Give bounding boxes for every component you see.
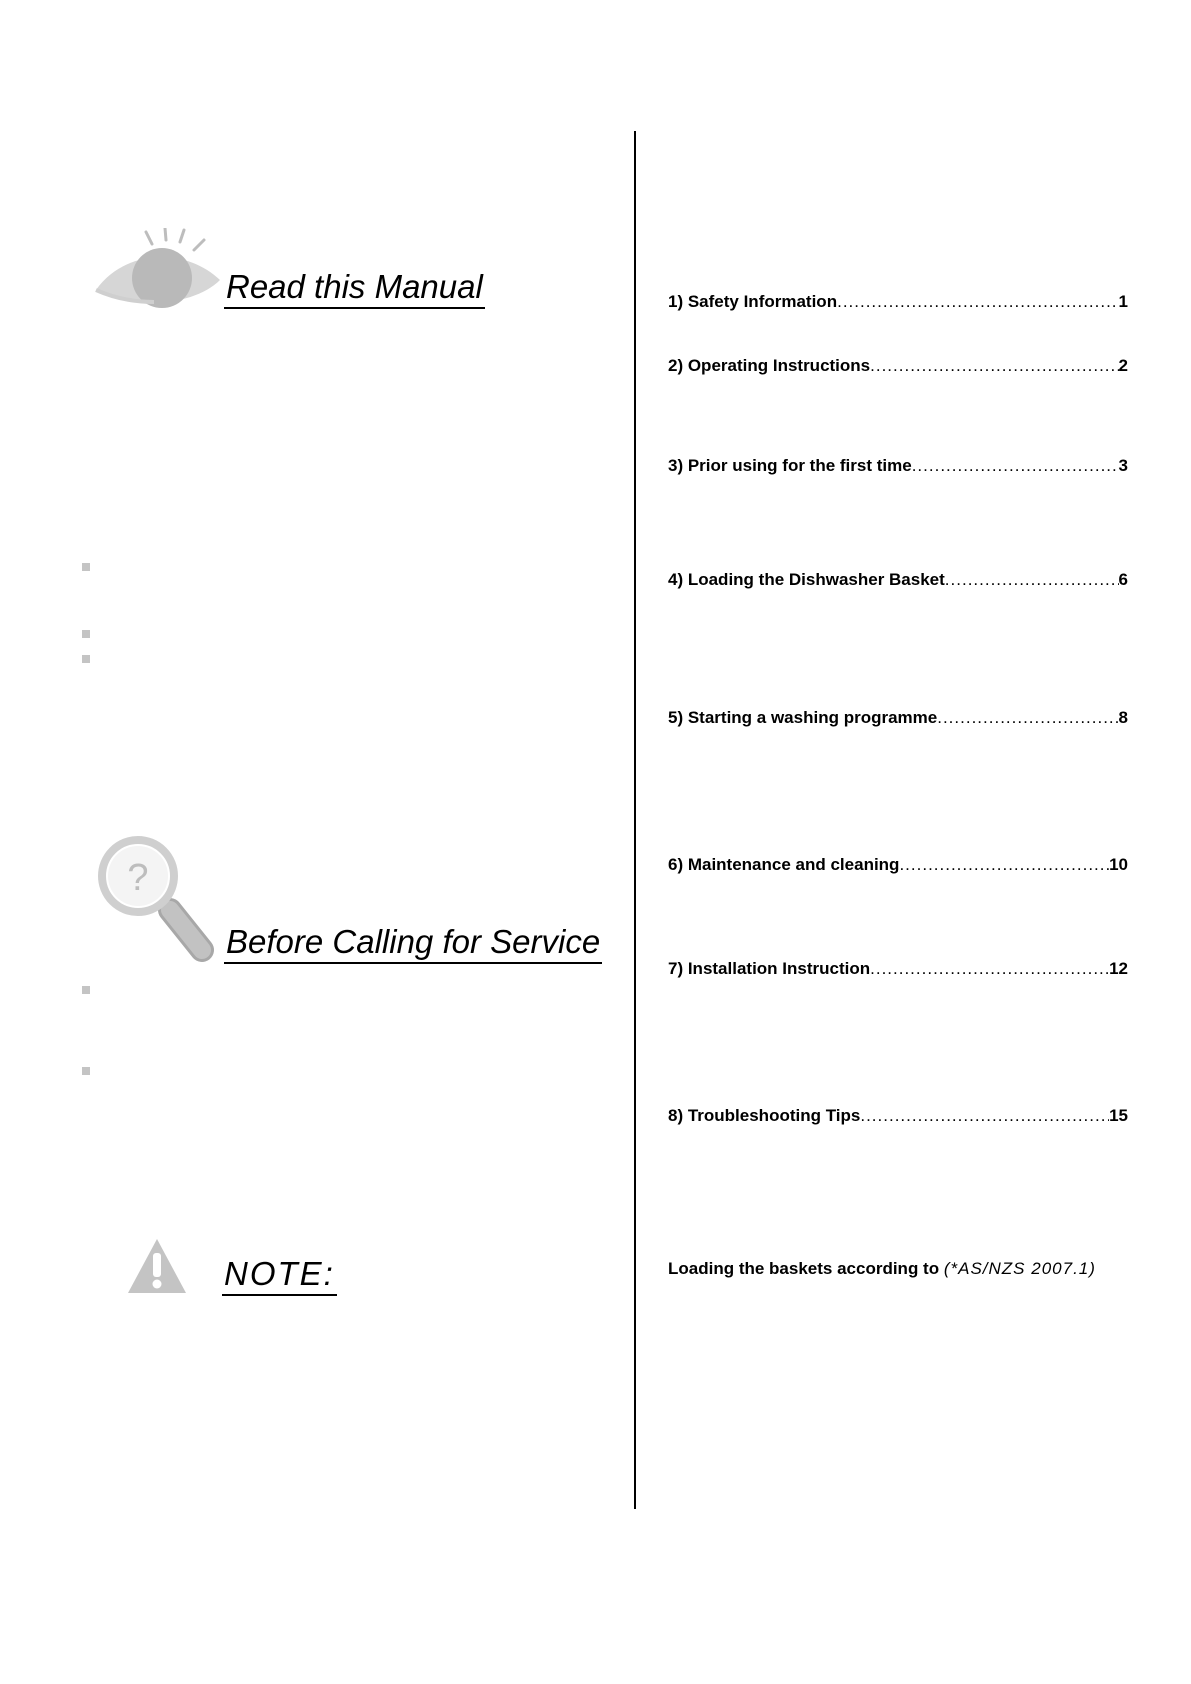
- toc-item: 6) Maintenance and cleaning ..... 10: [668, 855, 1128, 875]
- eye-icon: [94, 228, 224, 310]
- svg-text:?: ?: [127, 857, 149, 899]
- warning-triangle-icon: [126, 1237, 188, 1295]
- note-heading: NOTE:: [222, 1257, 337, 1296]
- toc-item: 4) Loading the Dishwasher Basket ..... 6: [668, 570, 1128, 590]
- toc-item: 8) Troubleshooting Tips ..... 15: [668, 1106, 1128, 1126]
- toc-item: 1) Safety Information ..... 1: [668, 292, 1128, 312]
- read-manual-heading: Read this Manual: [224, 270, 485, 309]
- bullet-marker: [82, 563, 90, 571]
- bullet-marker: [82, 1067, 90, 1075]
- bullet-marker: [82, 630, 90, 638]
- loading-baskets-note: Loading the baskets according to (*AS/NZS 2007.1): [668, 1259, 1096, 1278]
- column-divider: [634, 131, 636, 1509]
- before-calling-heading: Before Calling for Service: [224, 925, 602, 964]
- toc-item: 2) Operating Instructions ..... 2: [668, 356, 1128, 376]
- magnifier-question-icon: [98, 836, 216, 964]
- bullet-marker: [82, 655, 90, 663]
- bullet-marker: [82, 986, 90, 994]
- toc-item: 3) Prior using for the first time ..... 3: [668, 456, 1128, 476]
- toc-item: 7) Installation Instruction ..... 12: [668, 959, 1128, 979]
- toc-item: 5) Starting a washing programme ..... 8: [668, 708, 1128, 728]
